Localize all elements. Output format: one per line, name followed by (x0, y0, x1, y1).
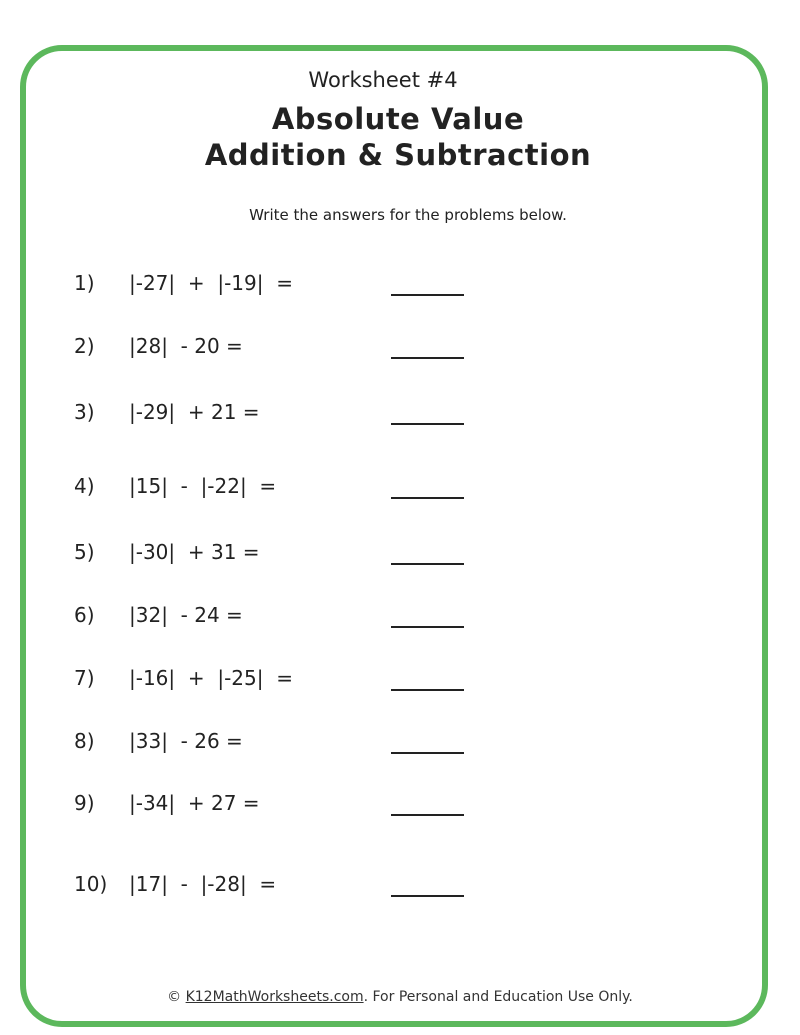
instructions: Write the answers for the problems below. (249, 206, 567, 224)
problem-number: 3) (74, 400, 95, 424)
footer (0, 989, 800, 1005)
answer-blank (391, 814, 464, 816)
answer-blank (391, 752, 464, 754)
problem-9 (0, 791, 800, 821)
answer-blank (391, 357, 464, 359)
problem-number: 6) (74, 603, 95, 627)
answer-blank (391, 497, 464, 499)
answer-blank (391, 895, 464, 897)
problem-expression: |-16| + |-25| = (129, 666, 293, 690)
problem-1 (0, 271, 800, 301)
problem-10 (0, 872, 800, 902)
answer-blank (391, 689, 464, 691)
title-line-1: Absolute Value (271, 102, 525, 136)
answer-blank (391, 626, 464, 628)
problem-number: 5) (74, 540, 95, 564)
title-line-2: Addition & Subtraction (204, 138, 592, 172)
problem-number: 8) (74, 729, 95, 753)
problem-expression: |17| - |-28| = (129, 872, 277, 896)
problem-5 (0, 540, 800, 570)
problem-expression: |-30| + 31 = (129, 540, 260, 564)
problem-number: 4) (74, 474, 95, 498)
problem-expression: |-34| + 27 = (129, 791, 260, 815)
worksheet-title (0, 101, 796, 173)
problem-2 (0, 334, 800, 364)
problem-expression: |32| - 24 = (129, 603, 243, 627)
usage-notice: . For Personal and Education Use Only. (363, 989, 633, 1005)
worksheet-number: Worksheet #4 (308, 68, 458, 92)
answer-blank (391, 294, 464, 296)
problem-7 (0, 666, 800, 696)
problem-expression: |28| - 20 = (129, 334, 243, 358)
problem-expression: |15| - |-22| = (129, 474, 277, 498)
problem-number: 7) (74, 666, 95, 690)
problem-number: 2) (74, 334, 95, 358)
problem-expression: |33| - 26 = (129, 729, 243, 753)
problem-number: 9) (74, 791, 95, 815)
problem-6 (0, 603, 800, 633)
site-link[interactable]: K12MathWorksheets.com (185, 989, 364, 1005)
copyright-symbol: © (167, 989, 182, 1005)
problem-8 (0, 729, 800, 759)
problem-expression: |-29| + 21 = (129, 400, 260, 424)
answer-blank (391, 563, 464, 565)
problem-4 (0, 474, 800, 504)
problem-3 (0, 400, 800, 430)
problem-expression: |-27| + |-19| = (129, 271, 293, 295)
answer-blank (391, 423, 464, 425)
problem-number: 1) (74, 271, 95, 295)
problem-number: 10) (74, 872, 108, 896)
